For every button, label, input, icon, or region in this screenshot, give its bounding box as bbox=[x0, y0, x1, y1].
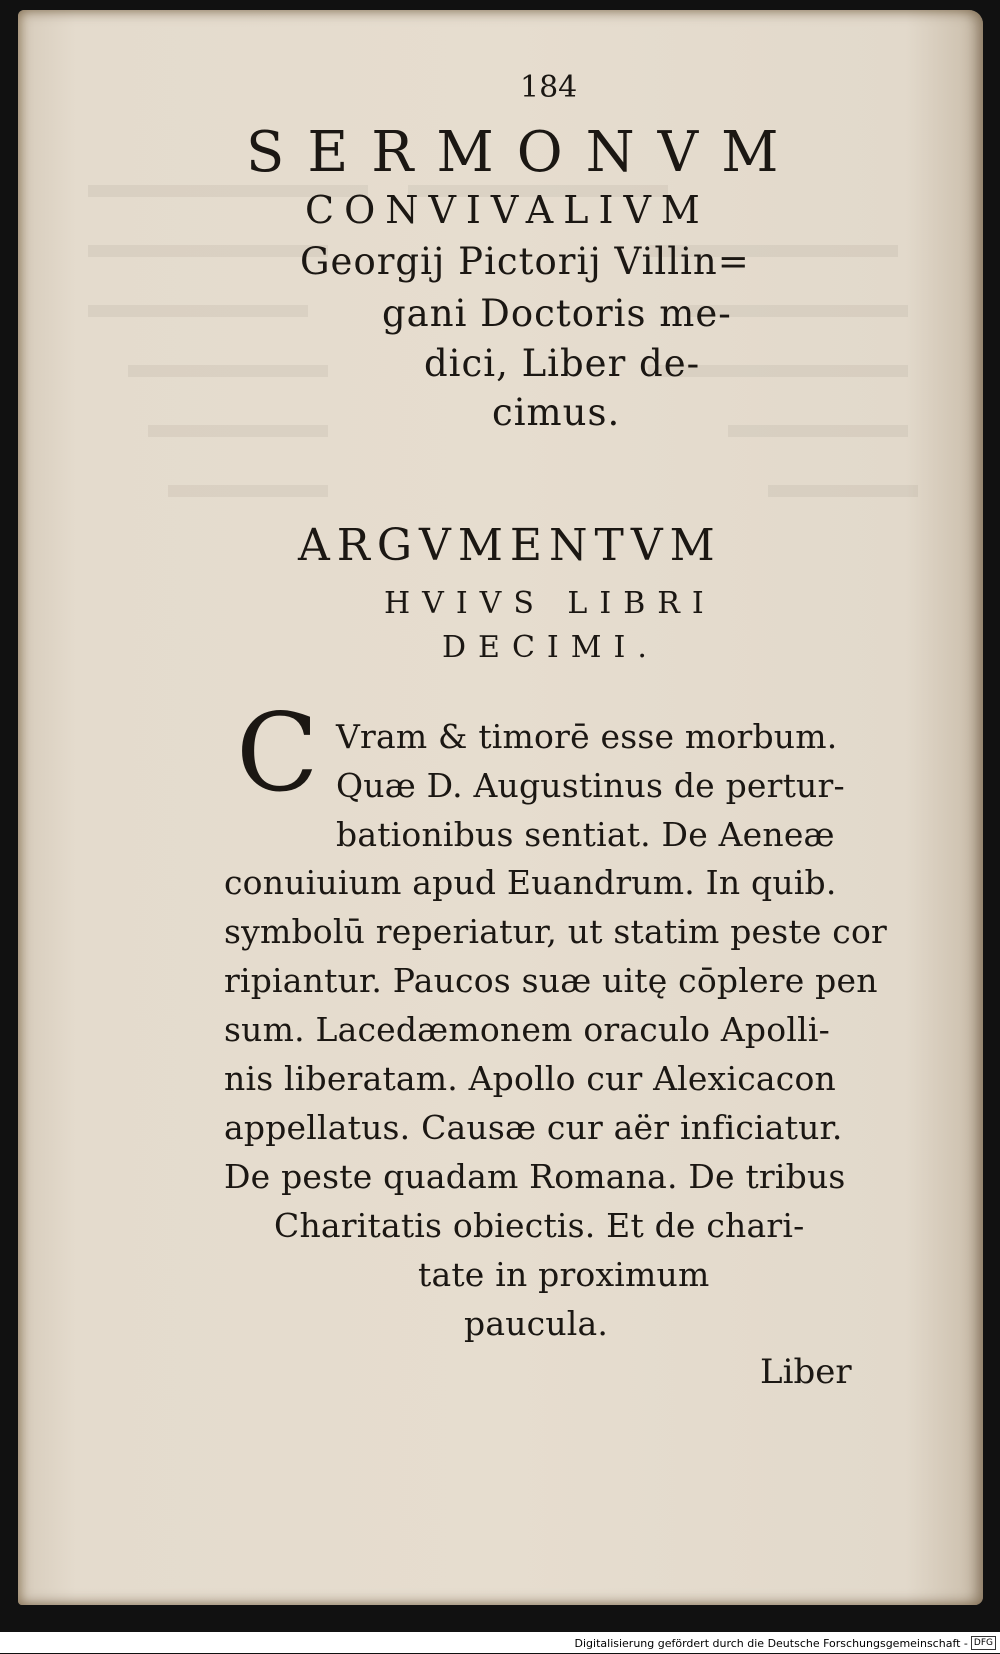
dfg-logo: DFG bbox=[971, 1636, 996, 1650]
body-line: De peste quadam Romana. De tribus bbox=[224, 1157, 846, 1196]
title-line-3: Georgij Pictorij Villin= bbox=[300, 240, 750, 283]
body-line: Vram & timorē esse morbum. bbox=[336, 717, 838, 756]
body-line: bationibus sentiat. De Aeneæ bbox=[336, 815, 835, 854]
body-line: symbolū reperiatur, ut statim peste cor bbox=[224, 912, 888, 951]
page-number: 184 bbox=[520, 70, 578, 105]
body-line: tate in proximum bbox=[418, 1255, 710, 1294]
body-line: Charitatis obiectis. Et de chari- bbox=[274, 1206, 805, 1245]
title-line-4: gani Doctoris me- bbox=[382, 292, 732, 335]
body-line: sum. Lacedæmonem oraculo Apolli- bbox=[224, 1010, 830, 1049]
catchword: Liber bbox=[760, 1352, 852, 1392]
body-line: nis liberatam. Apollo cur Alexicacon bbox=[224, 1059, 836, 1098]
body-line: conuiuium apud Euandrum. In quib. bbox=[224, 863, 837, 902]
argument-heading: ARGVMENTVM bbox=[298, 520, 722, 571]
argument-subheading-1: HVIVS LIBRI bbox=[384, 586, 716, 621]
title-line-6: cimus. bbox=[492, 391, 621, 434]
digitization-footer bbox=[0, 1632, 1000, 1653]
title-line-2: CONVIVALIVM bbox=[305, 188, 710, 232]
footer-text: Digitalisierung gefördert durch die Deutsche Forschungsgemeinschaft - bbox=[574, 1636, 968, 1650]
body-line: paucula. bbox=[464, 1304, 609, 1343]
title-line-5: dici, Liber de- bbox=[424, 342, 701, 385]
body-line: ripiantur. Paucos suæ uitę cōplere pen bbox=[224, 961, 878, 1000]
body-line: Quæ D. Augustinus de pertur- bbox=[336, 766, 845, 805]
drop-cap: C bbox=[236, 691, 319, 816]
body-line: appellatus. Causæ cur aër inficiatur. bbox=[224, 1108, 843, 1147]
title-line-1: SERMONVM bbox=[246, 120, 802, 185]
argument-subheading-2: DECIMI. bbox=[442, 630, 659, 665]
